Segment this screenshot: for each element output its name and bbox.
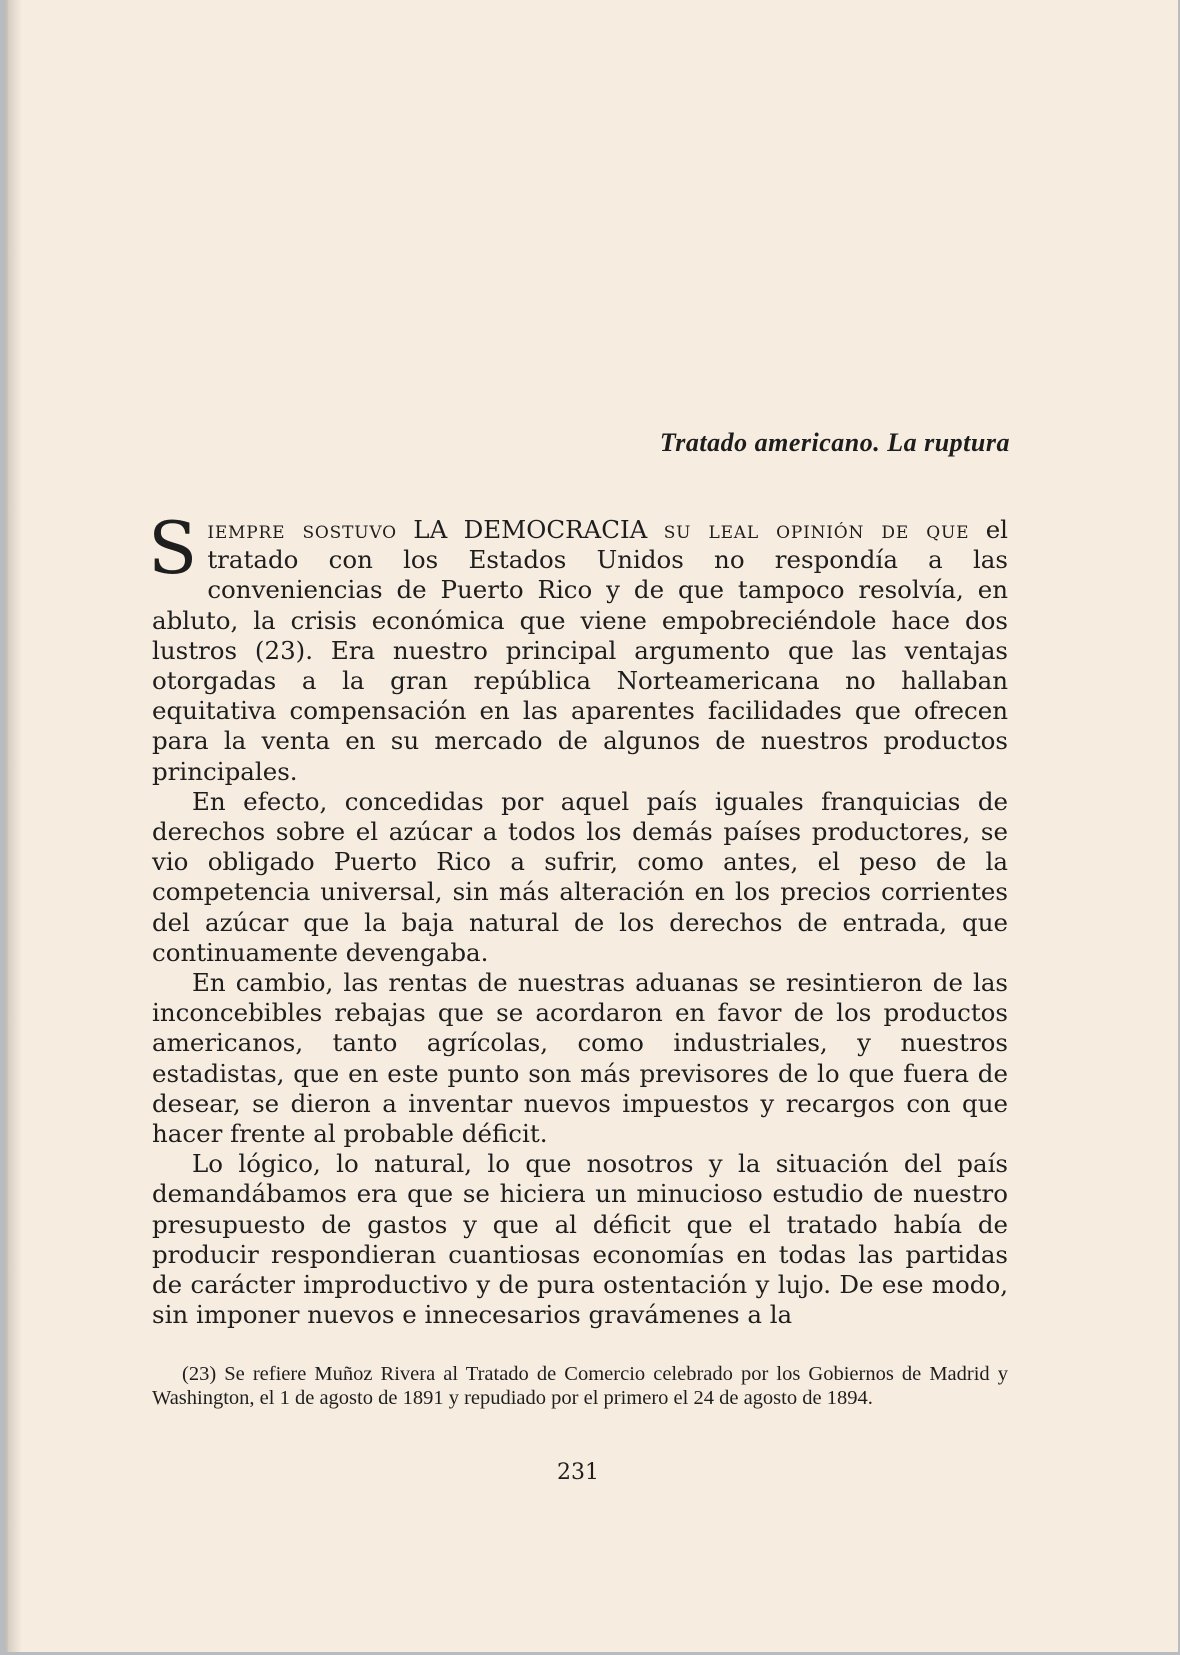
opening-smallcaps: iempre sostuvo: [207, 515, 397, 544]
paragraph-4: Lo lógico, lo natural, lo que nosotros y la situación del país demandábamos era que se hiciera un minucioso estudio de nuestro presupuesto de gastos y que al déficit que el tratado había de producir respondieran cuantiosas economías en todas las partidas de carácter improductivo y de pura ostentación y lujo. De ese modo, sin imponer nuevos e innecesarios gravámenes a la: [152, 1149, 1008, 1330]
body-text: [148, 506, 1009, 1330]
paragraph-1: [148, 506, 1009, 787]
page-number: 231: [557, 1460, 599, 1485]
footnote-text: (23) Se refiere Muñoz Rivera al Tratado de Comercio celebrado por los Gobiernos de Madrid y Washington, el 1 de agosto de 1891 y repudiado por el primero el 24 de agosto de 1894.: [152, 1363, 1008, 1409]
opening-smallcaps-after: su leal opinión de que: [663, 515, 970, 544]
paragraph-2: En efecto, concedidas por aquel país iguales franquicias de derechos sobre el azúcar a todos los demás países productores, se vio obligado Puerto Rico a sufrir, como antes, el peso de la competencia universal, sin más alteración en los precios corrientes del azúcar que la baja natural de los derechos de entrada, que continuamente devengaba.: [152, 786, 1008, 967]
newspaper-name: LA DEMOCRACIA: [413, 515, 648, 544]
drop-cap: S: [148, 506, 198, 590]
book-page: [6, 0, 1178, 1652]
paragraph-1-text: el tratado con los Estados Unidos no respondía a las conveniencias de Puerto Rico y de que tampoco resolvía, en abluto, la crisis económica que viene empobreciéndole hace dos lustros (23). Era nuestro principal argumento que las ventajas otorgadas a la gran república Norteamericana no hallaban equitativa compensación en las aparentes facilidades que ofrecen para la venta en su mercado de algunos de nuestros productos principales.: [152, 515, 1009, 786]
paragraph-3: En cambio, las rentas de nuestras aduanas se resintieron de las inconcebibles rebajas que se acordaron en favor de los productos americanos, tanto agrícolas, como industriales, y nuestros estadistas, que en este punto son más previsores de lo que fuera de desear, se dieron a inventar nuevos impuestos y recargos con que hacer frente al probable déficit.: [152, 968, 1008, 1149]
scan-edge-shadow: [8, 0, 22, 1652]
section-heading: Tratado americano. La ruptura: [659, 428, 1010, 457]
footnote: [152, 1363, 1008, 1410]
